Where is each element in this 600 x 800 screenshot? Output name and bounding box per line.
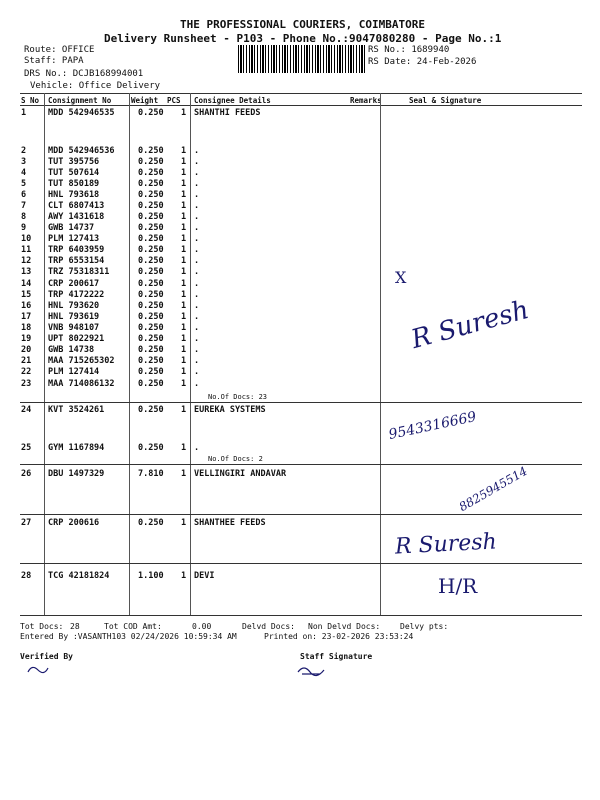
row-sno: 27 xyxy=(21,518,32,528)
row-weight: 0.250 xyxy=(138,279,164,289)
row-consignment: TUT 850189 xyxy=(48,179,100,189)
row-consignment: TRP 6553154 xyxy=(48,256,105,266)
row-consignee: . xyxy=(194,301,200,311)
row-weight: 0.250 xyxy=(138,146,164,156)
row-sno: 24 xyxy=(21,405,32,415)
row-consignment: TRP 4172222 xyxy=(48,290,105,300)
row-weight: 0.250 xyxy=(138,312,164,322)
col-consignment: Consignment No xyxy=(48,96,112,105)
row-weight: 0.250 xyxy=(138,405,164,415)
row-consignee: . xyxy=(194,290,200,300)
row-consignee: . xyxy=(194,245,200,255)
row-sno: 15 xyxy=(21,290,32,300)
row-sno: 23 xyxy=(21,379,32,389)
tot-cod-value: 0.00 xyxy=(192,622,212,631)
row-pcs: 1 xyxy=(181,290,187,300)
handwritten-x: X xyxy=(395,268,407,287)
col-remarks: Remarks xyxy=(350,96,382,105)
row-consignee: . xyxy=(194,201,200,211)
row-consignee: . xyxy=(194,190,200,200)
row-pcs: 1 xyxy=(181,334,187,344)
row-consignment: HNL 793620 xyxy=(48,301,100,311)
row-consignment: VNB 948107 xyxy=(48,323,100,333)
row-consignment: CRP 200616 xyxy=(48,518,100,528)
row-consignee: . xyxy=(194,367,200,377)
row-sno: 26 xyxy=(21,469,32,479)
row-consignment: GWB 14738 xyxy=(48,345,95,355)
row-pcs: 1 xyxy=(181,146,187,156)
row-pcs: 1 xyxy=(181,518,187,528)
row-pcs: 1 xyxy=(181,312,187,322)
printed-on: Printed on: 23-02-2026 23:53:24 xyxy=(264,632,414,641)
non-delvd-docs-label: Non Delvd Docs: xyxy=(308,622,381,631)
row-pcs: 1 xyxy=(181,443,187,453)
row-consignment: GWB 14737 xyxy=(48,223,95,233)
row-pcs: 1 xyxy=(181,168,187,178)
vehicle: Vehicle: Office Delivery xyxy=(30,81,161,91)
signature-suresh-2: R Suresh xyxy=(394,529,498,560)
row-sno: 28 xyxy=(21,571,32,581)
row-sno: 11 xyxy=(21,245,32,255)
staff-signature-label: Staff Signature xyxy=(300,652,373,661)
row-pcs: 1 xyxy=(181,301,187,311)
row-pcs: 1 xyxy=(181,571,187,581)
row-pcs: 1 xyxy=(181,279,187,289)
staff-initials-mark xyxy=(296,662,326,678)
row-pcs: 1 xyxy=(181,267,187,277)
row-consignee: . xyxy=(194,234,200,244)
row-weight: 0.250 xyxy=(138,379,164,389)
handwritten-hr: H/R xyxy=(438,574,478,598)
row-sno: 25 xyxy=(21,443,32,453)
row-sno: 9 xyxy=(21,223,27,233)
row-consignment: PLM 127413 xyxy=(48,234,100,244)
row-consignee: . xyxy=(194,146,200,156)
row-consignment: TUT 507614 xyxy=(48,168,100,178)
row-consignee: EUREKA SYSTEMS xyxy=(194,405,266,415)
row-pcs: 1 xyxy=(181,201,187,211)
row-sno: 4 xyxy=(21,168,27,178)
row-consignment: GYM 1167894 xyxy=(48,443,105,453)
row-consignee: . xyxy=(194,223,200,233)
runsheet-title: Delivery Runsheet - P103 - Phone No.:9047080280 - Page No.:1 xyxy=(104,32,502,45)
row-consignment: TRP 6403959 xyxy=(48,245,105,255)
row-weight: 0.250 xyxy=(138,190,164,200)
row-consignment: CRP 200617 xyxy=(48,279,100,289)
row-sno: 18 xyxy=(21,323,32,333)
row-weight: 0.250 xyxy=(138,267,164,277)
row-weight: 0.250 xyxy=(138,108,164,118)
row-consignee: . xyxy=(194,379,200,389)
col-seal: Seal & Signature xyxy=(409,96,482,105)
row-weight: 0.250 xyxy=(138,179,164,189)
row-weight: 0.250 xyxy=(138,157,164,167)
verified-initials-mark xyxy=(26,662,50,676)
delvy-pts-label: Delvy pts: xyxy=(400,622,449,631)
row-pcs: 1 xyxy=(181,245,187,255)
row-consignment: TCG 42181824 xyxy=(48,571,110,581)
row-consignee: . xyxy=(194,256,200,266)
route: Route: OFFICE xyxy=(24,45,95,55)
row-weight: 0.250 xyxy=(138,367,164,377)
row-pcs: 1 xyxy=(181,108,187,118)
drs-no: DRS No.: DCJB168994001 xyxy=(24,69,144,79)
row-sno: 21 xyxy=(21,356,32,366)
row-weight: 7.810 xyxy=(138,469,164,479)
row-sno: 10 xyxy=(21,234,32,244)
rs-no: RS No.: 1689940 xyxy=(368,45,450,55)
row-sno: 17 xyxy=(21,312,32,322)
row-sno: 22 xyxy=(21,367,32,377)
row-pcs: 1 xyxy=(181,379,187,389)
signature-phone-2: 8825945514 xyxy=(456,463,530,515)
row-consignee: . xyxy=(194,312,200,322)
group-docs-23: No.Of Docs: 23 xyxy=(208,393,268,401)
group-docs-2: No.Of Docs: 2 xyxy=(208,455,263,463)
row-weight: 0.250 xyxy=(138,443,164,453)
row-pcs: 1 xyxy=(181,179,187,189)
row-consignee: SHANTHEE FEEDS xyxy=(194,518,266,528)
row-weight: 0.250 xyxy=(138,356,164,366)
row-pcs: 1 xyxy=(181,356,187,366)
row-weight: 0.250 xyxy=(138,223,164,233)
tot-docs-label: Tot Docs: xyxy=(20,622,64,631)
company-name: THE PROFESSIONAL COURIERS, COIMBATORE xyxy=(180,18,426,31)
row-weight: 0.250 xyxy=(138,301,164,311)
staff: Staff: PAPA xyxy=(24,56,84,66)
row-sno: 13 xyxy=(21,267,32,277)
row-consignment: TUT 395756 xyxy=(48,157,100,167)
row-sno: 16 xyxy=(21,301,32,311)
row-pcs: 1 xyxy=(181,469,187,479)
row-consignee: . xyxy=(194,356,200,366)
signature-phone: 9543316669 xyxy=(387,408,478,444)
row-pcs: 1 xyxy=(181,256,187,266)
row-consignment: AWY 1431618 xyxy=(48,212,105,222)
row-consignment: UPT 8022921 xyxy=(48,334,105,344)
col-consignee: Consignee Details xyxy=(194,96,271,105)
row-pcs: 1 xyxy=(181,234,187,244)
row-weight: 0.250 xyxy=(138,234,164,244)
row-weight: 0.250 xyxy=(138,518,164,528)
row-sno: 3 xyxy=(21,157,27,167)
row-consignment: DBU 1497329 xyxy=(48,469,105,479)
barcode xyxy=(238,45,366,73)
row-pcs: 1 xyxy=(181,405,187,415)
row-consignee: VELLINGIRI ANDAVAR xyxy=(194,469,287,479)
verified-by-label: Verified By xyxy=(20,652,73,661)
row-pcs: 1 xyxy=(181,190,187,200)
row-consignee: . xyxy=(194,279,200,289)
rs-date: RS Date: 24-Feb-2026 xyxy=(368,57,477,67)
row-sno: 7 xyxy=(21,201,27,211)
row-pcs: 1 xyxy=(181,157,187,167)
row-consignee: . xyxy=(194,345,200,355)
row-consignment: HNL 793618 xyxy=(48,190,100,200)
tot-cod-label: Tot COD Amt: xyxy=(104,622,162,631)
row-sno: 19 xyxy=(21,334,32,344)
row-consignee: . xyxy=(194,267,200,277)
row-sno: 5 xyxy=(21,179,27,189)
row-weight: 0.250 xyxy=(138,256,164,266)
row-sno: 14 xyxy=(21,279,32,289)
row-consignment: KVT 3524261 xyxy=(48,405,105,415)
row-consignee: . xyxy=(194,334,200,344)
row-sno: 6 xyxy=(21,190,27,200)
row-weight: 0.250 xyxy=(138,201,164,211)
row-consignee: . xyxy=(194,157,200,167)
row-pcs: 1 xyxy=(181,212,187,222)
row-sno: 2 xyxy=(21,146,27,156)
row-weight: 0.250 xyxy=(138,212,164,222)
row-consignment: MDD 542946535 xyxy=(48,108,115,118)
row-consignment: HNL 793619 xyxy=(48,312,100,322)
row-consignment: MDD 542946536 xyxy=(48,146,115,156)
row-weight: 1.100 xyxy=(138,571,164,581)
row-consignee: . xyxy=(194,323,200,333)
row-consignee: . xyxy=(194,168,200,178)
row-weight: 0.250 xyxy=(138,168,164,178)
row-consignment: TRZ 75318311 xyxy=(48,267,110,277)
row-consignee: . xyxy=(194,212,200,222)
tot-docs-value: 28 xyxy=(70,622,80,631)
row-pcs: 1 xyxy=(181,223,187,233)
row-consignee: . xyxy=(194,443,200,453)
row-consignee: . xyxy=(194,179,200,189)
delvd-docs-label: Delvd Docs: xyxy=(242,622,295,631)
col-sno: S No xyxy=(21,96,40,105)
row-sno: 1 xyxy=(21,108,27,118)
row-weight: 0.250 xyxy=(138,245,164,255)
row-weight: 0.250 xyxy=(138,323,164,333)
row-consignment: MAA 715265302 xyxy=(48,356,115,366)
entered-by: Entered By :VASANTH103 02/24/2026 10:59:34 AM xyxy=(20,632,237,641)
row-sno: 12 xyxy=(21,256,32,266)
col-weight: Weight xyxy=(131,96,159,105)
signature-suresh-1: R Suresh xyxy=(408,294,533,356)
row-sno: 20 xyxy=(21,345,32,355)
row-pcs: 1 xyxy=(181,367,187,377)
row-consignment: CLT 6807413 xyxy=(48,201,105,211)
row-sno: 8 xyxy=(21,212,27,222)
row-pcs: 1 xyxy=(181,345,187,355)
row-consignee: SHANTHI FEEDS xyxy=(194,108,261,118)
row-consignment: PLM 127414 xyxy=(48,367,100,377)
row-weight: 0.250 xyxy=(138,334,164,344)
row-consignment: MAA 714086132 xyxy=(48,379,115,389)
row-weight: 0.250 xyxy=(138,345,164,355)
row-weight: 0.250 xyxy=(138,290,164,300)
row-consignee: DEVI xyxy=(194,571,215,581)
row-pcs: 1 xyxy=(181,323,187,333)
col-pcs: PCS xyxy=(167,96,181,105)
